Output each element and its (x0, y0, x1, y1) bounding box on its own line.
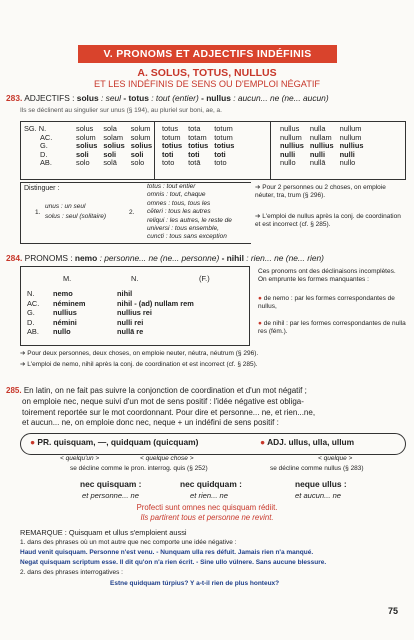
decl-cell: nullo (280, 158, 296, 168)
subtitle-a: A. SOLUS, TOTUS, NULLUS (137, 67, 277, 79)
col-n: N. (131, 274, 139, 283)
decl-cell: totius (188, 141, 209, 151)
adj-forms: ● ADJ. ullus, ulla, ullum (260, 437, 355, 447)
pron-cell: nullius (53, 308, 77, 317)
bullet-icon: ● (258, 320, 264, 327)
pronoun-box (20, 266, 250, 346)
right-note-1: ➔ Pour 2 personnes ou 2 choses, on emploie néuter, tra, trum (§ 296). (255, 184, 386, 200)
arrow-icon: ➔ (255, 184, 263, 191)
decl-cell: solius (76, 141, 98, 151)
pron-cell: nullius rei (117, 308, 152, 317)
c3-tr: et aucun... ne (295, 491, 342, 500)
divider (154, 122, 155, 179)
pr-sub-1: < quelqu'un > (60, 455, 100, 462)
c1: nec quisquam : (80, 479, 142, 489)
page-number: 75 (388, 606, 399, 616)
pron-cell: nihil - (ad) nullam rem (117, 298, 194, 308)
bullet-icon: ● (260, 437, 268, 447)
pron-cell: N. (27, 289, 35, 298)
decl-cell: soli (76, 149, 89, 159)
decl-cell: toto (214, 158, 227, 168)
decl-cell: nulli (309, 149, 326, 159)
remarque-1: 1. dans des phrases où un mot autre que nec comporte une idée négative : (20, 539, 237, 546)
pron-cell: némini (53, 317, 77, 327)
decl-cell: toti (188, 149, 200, 159)
decl-cell: nullius (280, 141, 304, 151)
decl-cell: sola (103, 124, 117, 133)
d2-list (147, 183, 232, 242)
pr-sub-2: < quelque chose > (140, 455, 194, 462)
arrow-icon: ➔ (20, 350, 28, 357)
decl-cell: totius (162, 141, 183, 151)
d2-line: cuncti : tous sans exception (147, 233, 227, 241)
decl-cell: totum (214, 132, 233, 142)
distinguer-box (20, 182, 251, 244)
decl-cell: toti (162, 149, 174, 159)
decl-cell: solam (103, 132, 124, 142)
subtitle-b: ET LES INDÉFINIS DE SENS OU D'EMPLOI NÉGATIF (93, 79, 321, 89)
c1-tr: et personne... ne (82, 491, 139, 500)
pron-cell: nulli rei (117, 317, 144, 327)
pron-cell: nihil (117, 289, 133, 298)
adj-decl: se décline comme nullus (§ 283) (270, 465, 364, 472)
d1-num: 1. (35, 209, 41, 216)
arrow-icon: ➔ (20, 361, 28, 368)
pr-forms: ● PR. quisquam, —, quidquam (quicquam) (30, 437, 199, 447)
d1-b: solus : seul (solitaire) (45, 213, 107, 220)
decl-cell: tota (188, 124, 201, 133)
s283-note: Ils se déclinent au singulier sur unus (§ 194), au pluriel sur boni, ae, a. (20, 107, 222, 114)
pron-cell: AB. (27, 327, 39, 336)
nullus-table (277, 125, 366, 168)
decl-cell: soli (130, 149, 144, 159)
d2-line: totus : tout entier (147, 183, 196, 190)
decl-cell: totum (214, 124, 233, 133)
totus-table (159, 125, 237, 168)
decl-cell: toto (162, 158, 175, 168)
section-banner: V. PRONOMS ET ADJECTIFS INDÉFINIS (78, 45, 337, 63)
adj-sub: < quelque > (318, 455, 353, 462)
decl-cell: solo (76, 158, 90, 168)
pron-cell: néminem (53, 298, 86, 308)
s284-note-1: ➔ Pour deux personnes, deux choses, on emploie neuter, néutra, néutrum (§ 296). (20, 350, 259, 357)
pron-m (53, 289, 85, 337)
decl-cell: nullum (339, 132, 362, 142)
s285-text: 285. En latin, on ne fait pas suivre la conjonction de coordination et d'un mot négatif ; on emploie nec, neque suivi d'un mot de sens positif : l'idée négative est obliga- toirement reportée sur le mot coordonnant. Pour dire et personne... ne, et rien...ne, et aucun... ne, on emploie donc nec, neque + un indéfini de sens positif : (6, 386, 316, 428)
decl-cell: solo (130, 158, 145, 168)
distinguer-label: Distinguer : (24, 185, 60, 192)
remarque-1a: Haud venit quisquam. Personne n'est venu. - Nunquam ulla res défuit. Jamais rien n'a manqué. (20, 549, 314, 556)
col-m: M. (63, 274, 72, 283)
decl-cell: totam (188, 132, 207, 142)
d2-line: omnes : tous, tous les (147, 199, 211, 207)
c2-tr: et rien... ne (190, 491, 228, 500)
s283-heading: 283. ADJECTIFS : solus : seul - totus : tout (entier) - nullus : aucun... ne (ne... aucun) (6, 93, 329, 103)
decl-cell: soli (103, 149, 117, 159)
decl-cell: nullo (339, 158, 356, 168)
decl-cell: solius (103, 141, 125, 151)
c3: neque ullus : (295, 479, 347, 489)
right-note-2: ➔ L'emploi de nullus après la conj. de coordination et est incorrect (cf. § 285). (255, 213, 401, 229)
bullet-1: ● de nemo : par les formes correspondantes de nullus, (258, 295, 395, 311)
s284-note-2: ➔ L'emploi de nemo, nihil après la conj. de coordination et est incorrect (cf. § 285). (20, 361, 258, 368)
decl-cell: nullum (339, 124, 362, 133)
bullet-2: ● de nihil : par les formes correspondantes de nulla res (fém.). (258, 320, 406, 336)
pron-cell: nullo (53, 327, 71, 336)
decl-cell: toti (214, 149, 226, 159)
pr-decl: se décline comme le pron. interrog. quis (§ 252) (70, 465, 208, 472)
remarque-1b: Negat quisquam scriptum esse. Il dit qu'on n'a rien écrit. - Sine ullo vúlnere. Sans aucune blessure. (20, 559, 327, 566)
pron-cases (27, 289, 39, 337)
pron-cell: nullā re (117, 327, 144, 336)
s284-heading: 284. PRONOMS : nemo : personne... ne (ne... personne) - nihil : rien... ne (ne... rien) (6, 253, 324, 263)
pron-cell: AC. (27, 298, 40, 308)
decl-cell: nulli (339, 149, 355, 159)
c2: nec quidquam : (180, 479, 242, 489)
decl-cell: solus (76, 124, 94, 133)
decl-cell: totā (188, 158, 201, 168)
remarque-2a: Estne quidquam túrpius? Y a-t-il rien de plus honteux? (110, 580, 280, 587)
pron-cell: nemo (53, 289, 73, 298)
pron-n (117, 289, 194, 337)
decl-cell: solum (76, 132, 96, 142)
bullet-icon: ● (258, 295, 264, 302)
incomplete-note: Ces pronoms ont des déclinaisons incomplètes. On emprunte les formes manquantes : (258, 268, 396, 284)
col-f: (F.) (199, 274, 210, 283)
d2-line: omnis : tout, chaque (147, 191, 206, 199)
d2-line: cēteri : tous les autres (147, 208, 211, 216)
decl-row (159, 159, 237, 168)
d2-line: universi : tous ensemble, (147, 225, 219, 233)
arrow-icon: ➔ (255, 213, 263, 220)
pron-cell: D. (27, 317, 35, 327)
pron-cell: G. (27, 308, 35, 317)
solus-table (73, 125, 155, 168)
decl-cell: solum (130, 132, 151, 142)
decl-cell: solum (130, 124, 151, 133)
divider (270, 122, 271, 179)
decl-row (73, 159, 155, 168)
decl-cell: solius (130, 141, 153, 151)
declension-box (20, 121, 406, 180)
remarque: REMARQUE : Quisquam et ullus s'emploient aussi (20, 528, 187, 537)
decl-cell: totus (162, 124, 179, 133)
decl-cell: totius (214, 141, 235, 151)
decl-cell: solā (103, 158, 117, 168)
decl-cell: nulli (280, 149, 296, 159)
decl-cell: nulla (309, 124, 326, 133)
d1-a: unus : un seul (45, 203, 86, 210)
d2-num: 2. (129, 209, 135, 216)
case-labels: SG. N. AC. G. D. AB. (24, 124, 53, 168)
example-latin: Profecti sunt omnes nec quisquam rédiit. (136, 503, 278, 512)
decl-cell: nullam (309, 132, 332, 142)
decl-cell: nullius (339, 141, 364, 151)
decl-row (277, 159, 366, 168)
decl-cell: totum (162, 132, 181, 142)
bullet-icon: ● (30, 437, 38, 447)
example-french: Ils partirent tous et personne ne revint. (140, 513, 274, 522)
decl-cell: nullum (280, 132, 302, 142)
d2-line: reliqui : les autres, le reste de (147, 216, 232, 224)
decl-cell: nullus (280, 124, 300, 133)
decl-cell: nullius (309, 141, 334, 151)
decl-cell: nullā (309, 158, 326, 168)
remarque-2: 2. dans des phrases interrogatives : (20, 569, 123, 576)
